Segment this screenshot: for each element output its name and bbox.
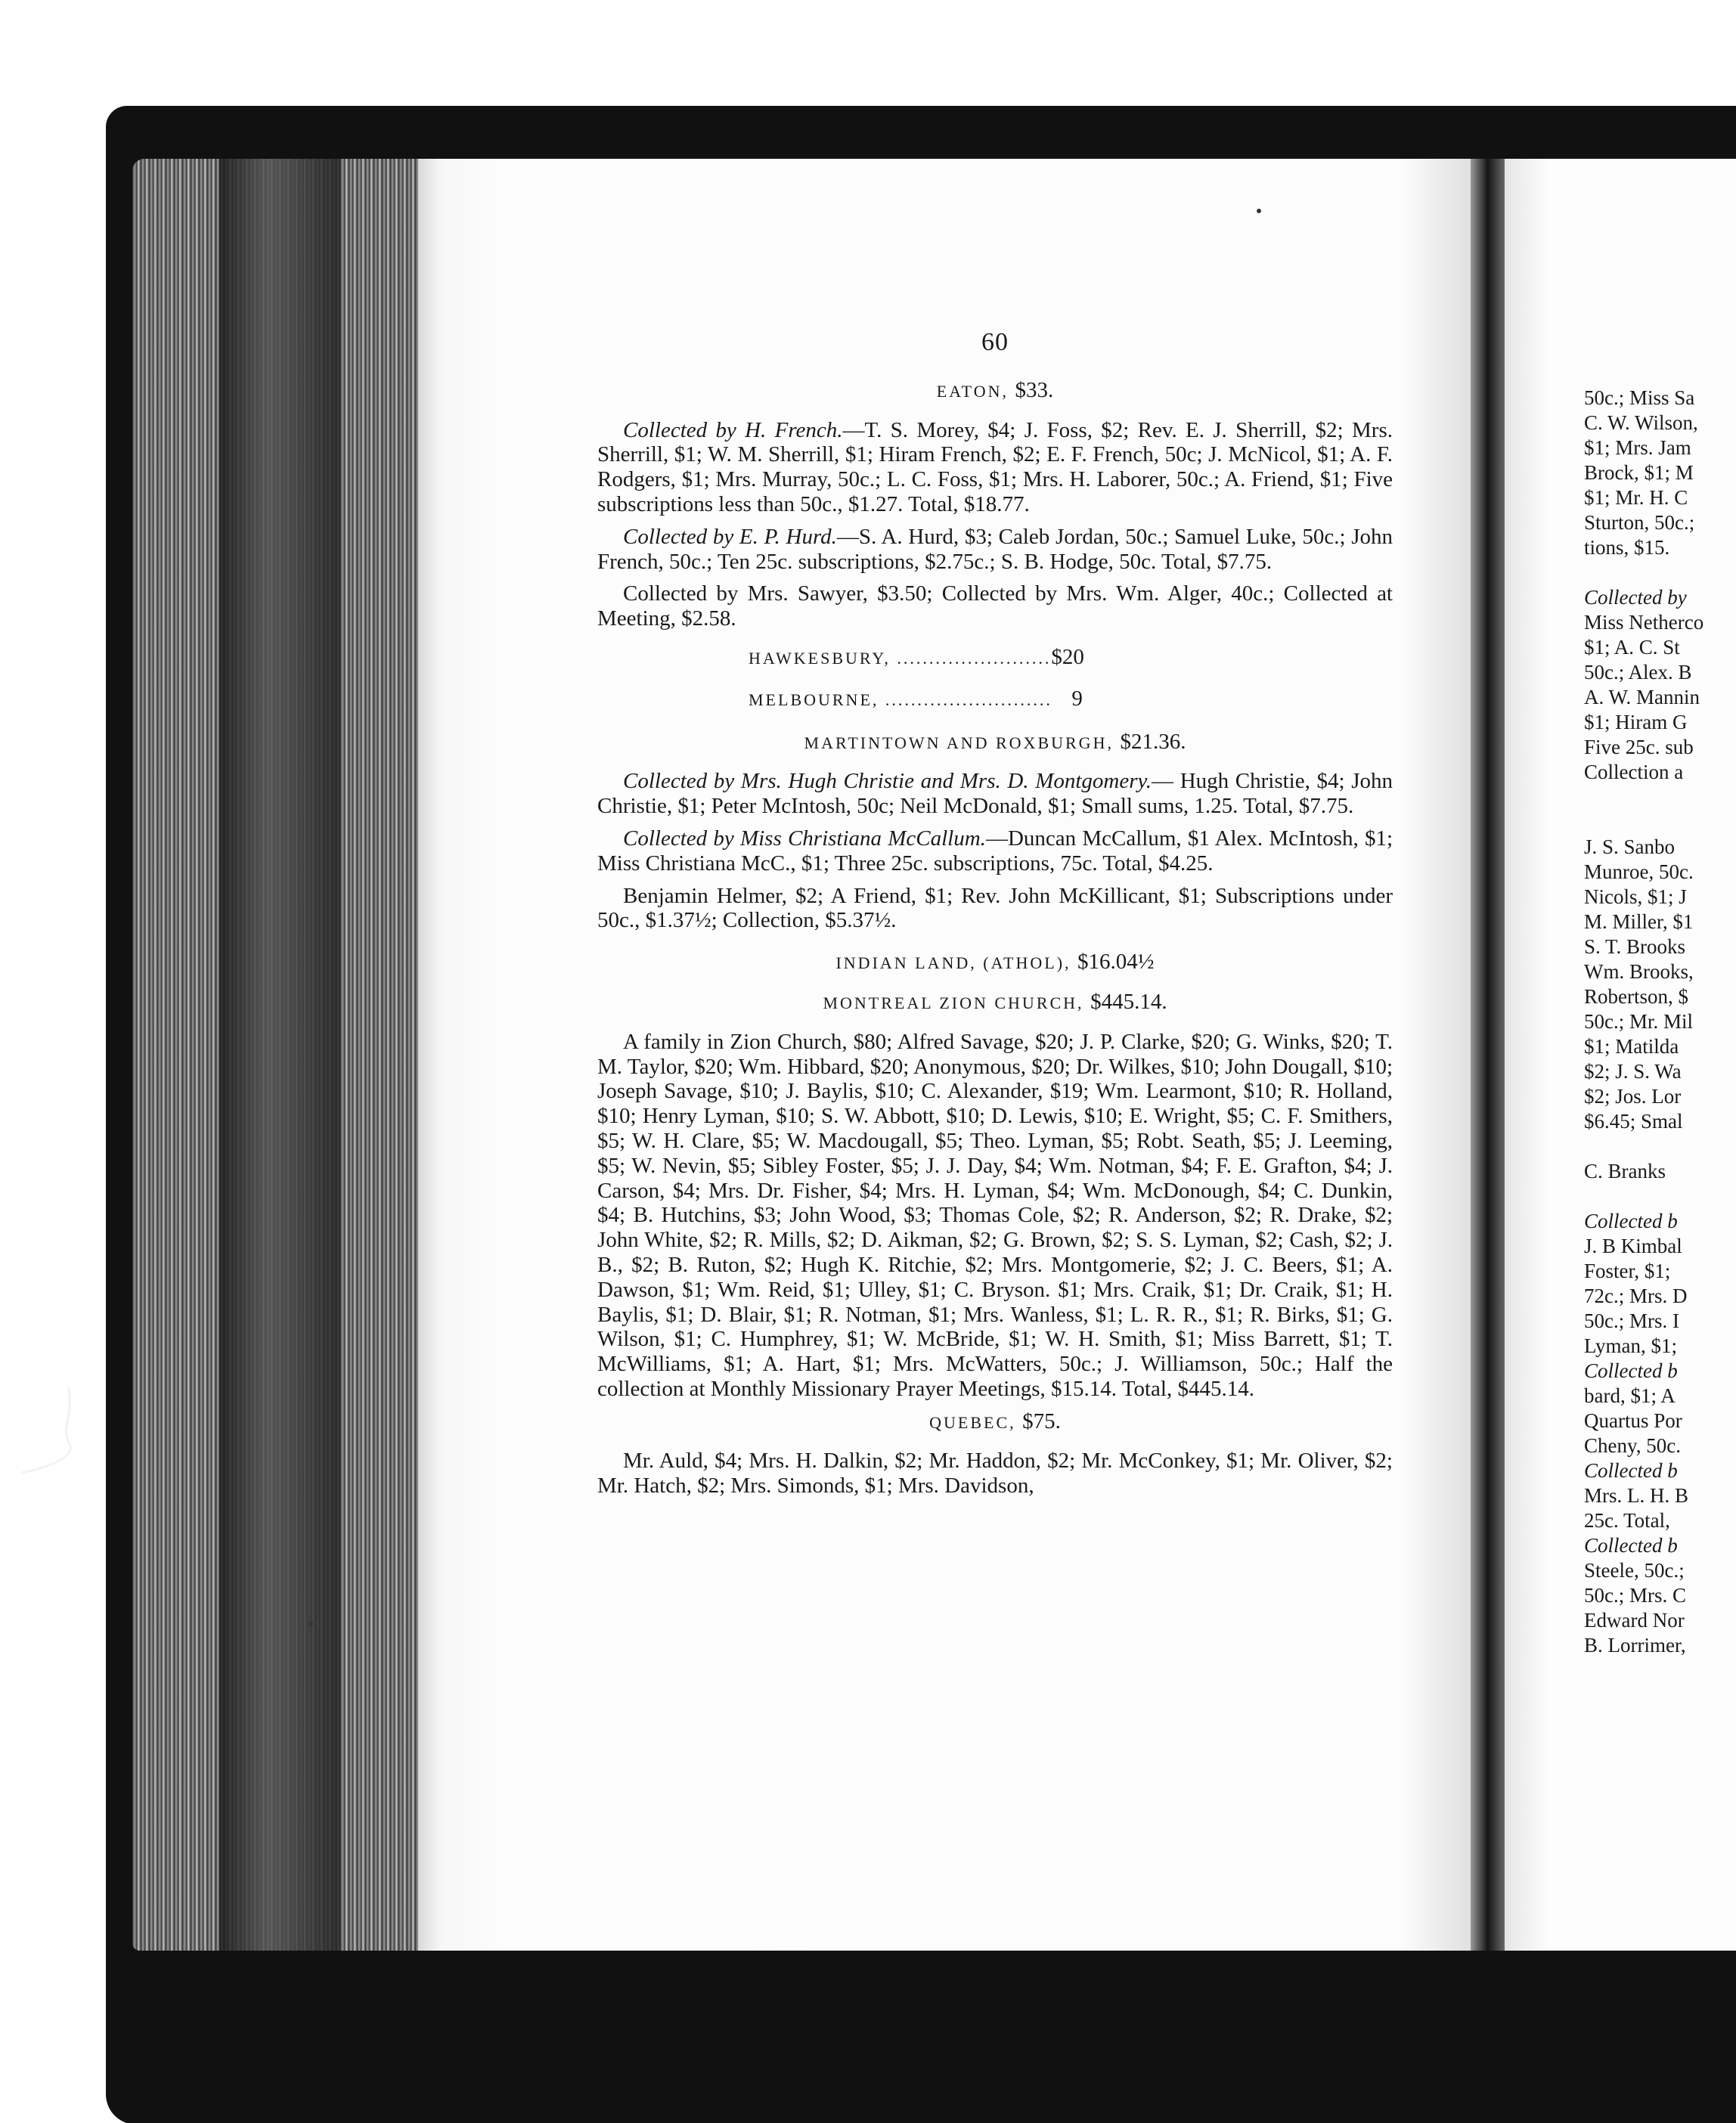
page-number: 60 [981,328,1009,356]
text-line: bard, $1; A [1584,1384,1676,1407]
text-line: Edward Nor [1584,1609,1685,1632]
text-line: $1; Matilda [1584,1035,1679,1058]
heading-label: MONTREAL ZION CHURCH, [823,993,1084,1012]
entry-amount: $20 [1051,644,1084,669]
text-line: $6.45; Smal [1584,1110,1683,1133]
heading-amount: $75. [1022,1409,1061,1433]
text-line: Collected b [1584,1459,1678,1482]
text-line: $1; A. C. St [1584,636,1680,659]
text-line: Miss Netherco [1584,611,1704,634]
heading-amount: $445.14. [1090,989,1167,1014]
text-line: 50c.; Mr. Mil [1584,1010,1694,1033]
donor-list: —S. A. Hurd, $3; Caleb Jordan, 50c.; Samuel Luke, 50c.; John French, 50c.; Ten 25c. subscriptions, $2.75c.; S. B. Hodge, 50c. Total, $7.75. [597,524,1393,574]
text-line: Wm. Brooks, [1584,960,1694,983]
text-line: $2; J. S. Wa [1584,1060,1682,1083]
text-line: Lyman, $1; [1584,1334,1677,1357]
text-line: Collected b [1584,1359,1678,1382]
text-line: S. T. Brooks [1584,935,1686,958]
line-gap [1584,560,1736,585]
text-line: 50c.; Mrs. I [1584,1309,1679,1332]
donor-list: —Duncan McCallum, $1 Alex. McIntosh, $1; Miss Christiana McC., $1; Three 25c. subscriptions, 75c. Total, $4.25. [597,826,1393,876]
section-heading-indian-land [597,950,1393,976]
ink-speck [1257,209,1261,213]
text-line: 25c. Total, [1584,1509,1670,1532]
page-edge-shadow [219,159,340,1951]
text-line: Brock, $1; M [1584,461,1694,484]
text-line: $1; Mr. H. C [1584,486,1688,509]
line-gap [1584,785,1736,810]
ink-speck [308,1622,313,1626]
heading-label: EATON, [936,381,1009,401]
text-line: Collected b [1584,1534,1678,1557]
text-line: $2; Jos. Lor [1584,1085,1682,1108]
entry-hawkesbury [749,645,1393,671]
heading-amount: $21.36. [1120,729,1186,754]
heading-amount: $33. [1015,377,1054,402]
page-text [597,330,1393,1506]
dot-leader: .......................... [885,690,1052,709]
text-line: 50c.; Mrs. C [1584,1584,1686,1607]
collector-name: Collected by H. French. [623,417,843,442]
line-gap [1584,1134,1736,1159]
line-gap [1584,810,1736,835]
collector-name: Collected by Mrs. Hugh Christie and Mrs. D. Montgomery. [623,769,1152,794]
paragraph [597,826,1393,876]
book-gutter [1471,159,1505,1951]
section-heading-martintown [597,730,1393,756]
heading-label: INDIAN LAND, (ATHOL), [835,953,1071,973]
text-line: Foster, $1; [1584,1260,1671,1282]
text-line: Collection a [1584,761,1684,783]
text-line: Steele, 50c.; [1584,1559,1685,1582]
text-line: B. Lorrimer, [1584,1634,1686,1657]
right-page [1505,159,1736,1951]
text-line: tions, $15. [1584,536,1670,559]
heading-amount: $16.04½ [1077,950,1155,975]
right-page-text [1584,386,1736,1658]
entry-label: HAWKESBURY, [749,648,891,668]
heading-label: MARTINTOWN AND ROXBURGH, [804,733,1114,752]
text-line: 50c.; Alex. B [1584,661,1692,683]
collector-name: Collected by Miss Christiana McCallum. [623,826,986,851]
text-line: Munroe, 50c. [1584,860,1694,883]
text-line: C. Branks [1584,1160,1666,1182]
text-line: $1; Mrs. Jam [1584,436,1691,459]
entry-label: MELBOURNE, [749,690,879,709]
paragraph: Collected by Mrs. Sawyer, $3.50; Collected by Mrs. Wm. Alger, 40c.; Collected at Meeting, $2.58. [597,581,1393,631]
line-gap [1584,1184,1736,1209]
donor-list: — Hugh Christie, $4; John Christie, $1; Peter McIntosh, 50c; Neil McDonald, $1; Small sums, 1.25. Total, $7.75. [597,769,1393,819]
paragraph [597,769,1393,819]
text-line: Quartus Por [1584,1409,1682,1432]
text-line: J. S. Sanbo [1584,835,1676,858]
text-line: Cheny, 50c. [1584,1434,1681,1457]
text-line: Collected by [1584,586,1687,609]
paragraph [597,418,1393,517]
text-line: Nicols, $1; J [1584,885,1687,908]
entry-melbourne [749,686,1393,713]
donor-list: —T. S. Morey, $4; J. Foss, $2; Rev. E. J. Sherrill, $2; Mrs. Sherrill, $1; W. M. Sherrill, $1; Hiram French, $2; E. F. French, 50c; J. McNicol, $1; A. F. Rodgers, $1; Mrs. Murray, 50c.; L. C. Foss, $1; Mrs. H. Laborer, 50c.; A. Friend, $1; Five subscriptions less than 50c., $1.27. Total, $18.77. [597,417,1393,516]
text-line: Five 25c. sub [1584,736,1694,758]
text-line: C. W. Wilson, [1584,411,1698,434]
paragraph: A family in Zion Church, $80; Alfred Savage, $20; J. P. Clarke, $20; G. Winks, $20; T. M. Taylor, $20; Wm. Hibbard, $20; Anonymous, $20; Dr. Wilkes, $10; John Dougall, $10; Joseph Savage, $10; J. Baylis, $10; C. Alexander, $19; Wm. Learmont, $10; R. Holland, $10; Henry Lyman, $10; S. W. Abbott, $10; D. Lewis, $10; E. Wright, $5; C. F. Smithers, $5; W. H. Clare, $5; W. Macdougall, $5; Theo. Lyman, $5; Robt. Seath, $5; J. Leeming, $5; W. Nevin, $5; Sibley Foster, $5; J. J. Day, $4; Wm. Notman, $4; F. E. Grafton, $4; J. Carson, $4; Mrs. Dr. Fisher, $4; Mrs. H. Lyman, $4; Wm. McDonough, $4; C. Dunkin, $4; B. Hutchins, $3; John Wood, $3; Thomas Cole, $2; R. Anderson, $2; R. Drake, $2; John White, $2; R. Mills, $2; D. Aikman, $2; G. Brown, $2; S. S. Lyman, $2; Cash, $2; J. B., $2; B. Ruton, $2; Hugh K. Ritchie, $2; Mrs. Montgomerie, $2; J. C. Beers, $1; A. Dawson, $1; Wm. Reid, $1; Ulley, $1; C. Bryson. $1; Mrs. Craik, $1; Dr. Craik, $1; H. Baylis, $1; D. Blair, $1; R. Notman, $1; Mrs. Wanless, $1; L. R. R., $1; R. Birks, $1; G. Wilson, $1; C. Humphrey, $1; W. McBride, $1; W. H. Smith, $1; Miss Barrett, $1; T. McWilliams, $1; A. Hart, $1; Mrs. McWatters, 50c.; J. Williamson, 50c.; Half the collection at Monthly Missionary Prayer Meetings, $15.14. Total, $445.14. [597,1029,1393,1401]
text-line: J. B Kimbal [1584,1235,1682,1257]
heading-label: QUEBEC, [929,1412,1016,1432]
paragraph: Mr. Auld, $4; Mrs. H. Dalkin, $2; Mr. Haddon, $2; Mr. McConkey, $1; Mr. Oliver, $2; Mr. Hatch, $2; Mrs. Simonds, $1; Mrs. Davidson, [597,1449,1393,1498]
section-heading-montreal [597,990,1393,1016]
paragraph: Benjamin Helmer, $2; A Friend, $1; Rev. John McKillicant, $1; Subscriptions under 50c., $1.37½; Collection, $5.37½. [597,883,1393,933]
string-bookmark-mark [15,1384,83,1482]
text-line: Mrs. L. H. B [1584,1484,1689,1507]
text-line: 50c.; Miss Sa [1584,386,1695,409]
text-line: $1; Hiram G [1584,711,1688,733]
section-heading-eaton [597,378,1393,404]
entry-amount: 9 [1071,686,1083,711]
paragraph [597,525,1393,575]
text-line: M. Miller, $1 [1584,910,1694,933]
text-line: Robertson, $ [1584,985,1688,1008]
collector-name: Collected by E. P. Hurd. [623,524,837,549]
text-line: 72c.; Mrs. D [1584,1285,1688,1307]
text-line: Collected b [1584,1210,1678,1232]
dot-leader: ........................ [897,648,1052,668]
text-line: Sturton, 50c.; [1584,511,1695,534]
text-line: A. W. Mannin [1584,686,1700,708]
section-heading-quebec [597,1409,1393,1436]
